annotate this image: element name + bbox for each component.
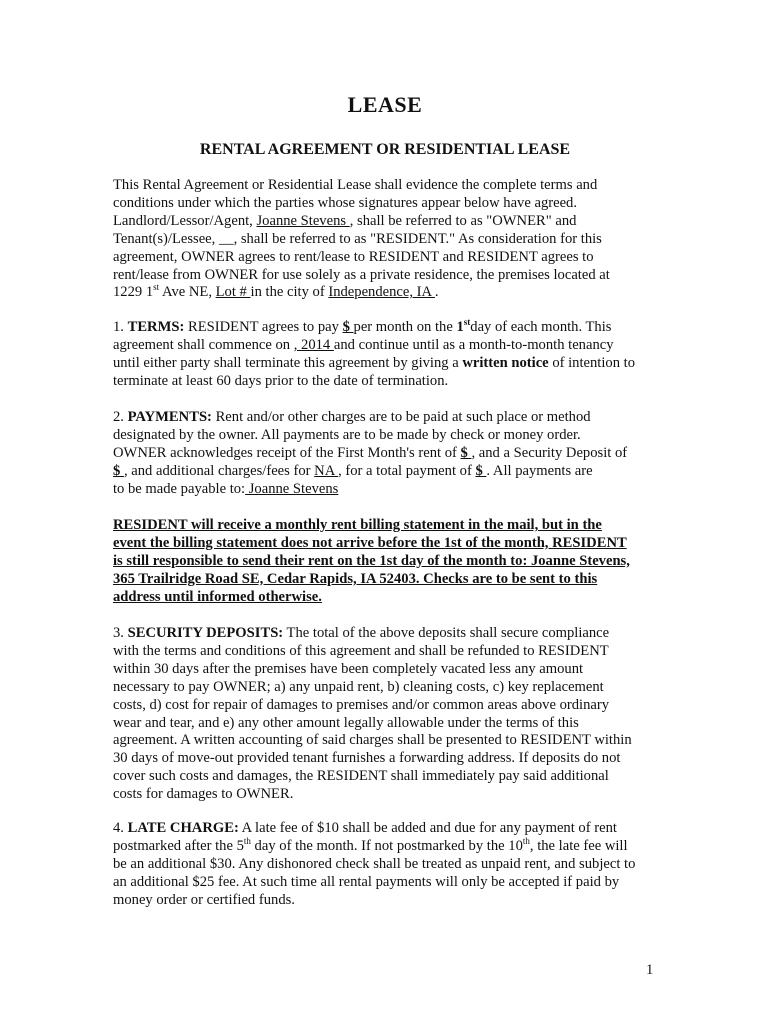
lot-number-field: Lot #: [215, 284, 251, 301]
security-line: cover such costs and damages, the RESIDENT shall immediately pay said additional: [113, 768, 609, 785]
section-heading: LATE CHARGE:: [127, 820, 239, 836]
payments-line: [113, 409, 663, 427]
terms-line: [113, 319, 663, 337]
section-heading: TERMS:: [127, 319, 185, 335]
intro-line: conditions under which the parties whose signatures appear below have agreed.: [113, 194, 578, 211]
text-run: A late fee of $10 shall be added and due for any payment of rent: [238, 820, 617, 836]
text-run: , and additional charges/fees for: [123, 462, 315, 479]
intro-line: [113, 231, 663, 249]
text-run: of intention to: [548, 354, 636, 371]
owner-name-field: Joanne Stevens: [256, 212, 350, 229]
terms-section: [113, 319, 663, 391]
security-line: necessary to pay OWNER; a) any unpaid rent, b) cleaning costs, c) key replacement: [113, 678, 604, 695]
security-deposits-section: [113, 625, 663, 804]
intro-line: rent/lease from OWNER for use solely as a private residence, the premises located at: [113, 266, 610, 283]
text-run: , the late fee will: [529, 837, 628, 854]
text-run: day of the month. If not postmarked by the 10: [250, 837, 523, 854]
city-field: Independence, IA: [328, 284, 435, 301]
text-run: , for a total payment of: [338, 462, 476, 479]
text-run: The total of the above deposits shall secure compliance: [283, 625, 610, 641]
text-run: . All payments are: [486, 462, 593, 479]
text-run: OWNER acknowledges receipt of the First Month's rent of: [113, 444, 461, 461]
payments-line: [113, 445, 663, 463]
page-number: 1: [646, 962, 654, 978]
section-heading: PAYMENTS:: [127, 409, 212, 425]
text-run: 1: [456, 319, 464, 335]
late-line: be an additional $30. Any dishonored check shall be treated as unpaid rent, and subject to: [113, 855, 636, 872]
superscript: th: [243, 835, 251, 846]
text-run: Landlord/Lessor/Agent,: [113, 212, 257, 229]
terms-line: [113, 337, 663, 355]
commence-date-field: , 2014: [293, 336, 334, 353]
text-run: RESIDENT agrees to pay: [184, 319, 343, 335]
security-line: costs for damages to OWNER.: [113, 786, 294, 803]
superscript: st: [463, 317, 471, 327]
intro-line: [113, 213, 663, 231]
section-number: 3.: [113, 625, 128, 641]
total-payment-field: $: [475, 462, 487, 479]
section-number: 2.: [113, 409, 128, 425]
security-line: [113, 625, 663, 643]
security-line: within 30 days after the premises have been completely vacated less any amount: [113, 660, 584, 677]
late-line: [113, 820, 663, 838]
payments-line: [113, 463, 663, 481]
text-run: until either party shall terminate this agreement by giving a: [113, 354, 463, 371]
security-line: agreement. A written accounting of said charges shall be presented to RESIDENT within: [113, 732, 632, 749]
text-run: , shall be referred to as "OWNER" and: [349, 212, 577, 229]
section-number: 1.: [113, 319, 128, 335]
text-run: Tenant(s)/Lessee,: [113, 230, 219, 247]
notice-line: RESIDENT will receive a monthly rent billing statement in the mail, but in the: [113, 517, 602, 533]
superscript: st: [153, 282, 160, 293]
notice-line: address until informed otherwise.: [113, 588, 322, 605]
text-run: postmarked after the 5: [113, 837, 244, 854]
text-run: to be made payable to:: [113, 480, 246, 497]
text-run: per month on the: [353, 319, 457, 335]
rent-due-day: [456, 319, 470, 335]
text-run: , shall be referred to as "RESIDENT." As consideration for this: [233, 230, 602, 247]
intro-line: agreement, OWNER agrees to rent/lease to RESIDENT and RESIDENT agrees to: [113, 248, 594, 265]
notice-line: event the billing statement does not arrive before the 1st of the month, RESIDENT: [113, 534, 627, 551]
section-heading: SECURITY DEPOSITS:: [127, 625, 284, 641]
emphasis: written notice: [462, 354, 549, 371]
document-subtitle: RENTAL AGREEMENT OR RESIDENTIAL LEASE: [199, 141, 571, 158]
security-line: wear and tear, and e) any other amount legally allowable under the terms of this: [113, 714, 579, 731]
text-run: , and a Security Deposit of: [471, 444, 628, 461]
document-title: LEASE: [347, 92, 423, 117]
billing-notice: [113, 517, 663, 607]
late-line: an additional $25 fee. At such time all rental payments will only be accepted if paid by: [113, 873, 620, 890]
security-line: costs, d) cost for repair of damages to premises and/or common areas above ordinary: [113, 696, 610, 713]
text-run: 1229 1: [113, 284, 154, 301]
first-month-rent-field: $: [460, 444, 472, 461]
security-line: 30 days of move-out provided tenant furnishes a forwarding address. If deposits do not: [113, 750, 621, 767]
notice-line: 365 Trailridge Road SE, Cedar Rapids, IA 52403. Checks are to be sent to this: [113, 570, 598, 587]
late-line: [113, 835, 663, 856]
text-run: day of each month. This: [470, 319, 612, 335]
notice-line: is still responsible to send their rent on the 1st day of the month to: Joanne Stevens,: [113, 552, 630, 569]
intro-line: This Rental Agreement or Residential Lease shall evidence the complete terms and: [113, 177, 598, 193]
terms-line: terminate at least 60 days prior to the date of termination.: [113, 372, 449, 389]
additional-fees-field: NA: [314, 462, 339, 479]
security-line: with the terms and conditions of this agreement and shall be refunded to RESIDENT: [113, 642, 609, 659]
payments-section: [113, 409, 663, 499]
text-run: Rent and/or other charges are to be paid at such place or method: [211, 409, 591, 425]
section-number: 4.: [113, 820, 128, 836]
tenant-name-blank: __: [218, 230, 234, 247]
text-run: and continue until as a month-to-month tenancy: [333, 336, 614, 353]
superscript: th: [522, 835, 530, 846]
text-run: Ave NE,: [159, 284, 216, 301]
security-deposit-field: $: [113, 462, 124, 479]
payee-field: Joanne Stevens: [245, 480, 339, 497]
rent-amount-field: $: [342, 319, 354, 335]
text-run: agreement shall commence on: [113, 336, 294, 353]
payments-line: designated by the owner. All payments are to be made by check or money order.: [113, 426, 581, 443]
late-line: money order or certified funds.: [113, 891, 295, 908]
late-charge-section: [113, 820, 663, 910]
text-run: in the city of: [250, 284, 329, 301]
terms-line: [113, 355, 663, 373]
intro-paragraph: [113, 177, 663, 302]
text-run: .: [434, 284, 439, 301]
payments-line: [113, 481, 663, 499]
intro-line: [113, 284, 663, 302]
